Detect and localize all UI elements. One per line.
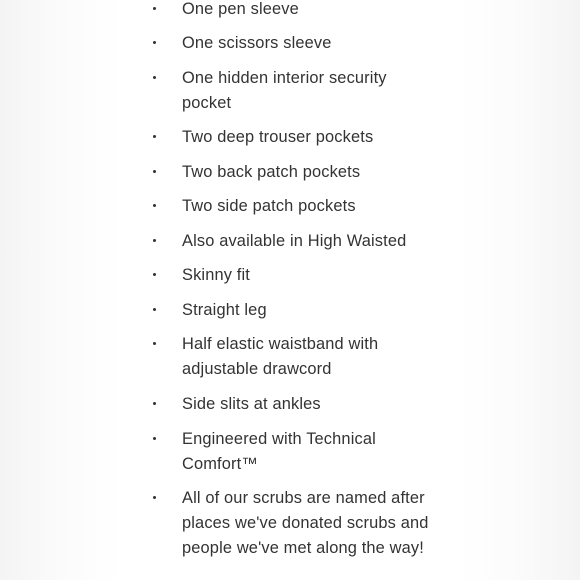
bullet-icon xyxy=(153,402,156,405)
bullet-icon xyxy=(153,496,156,499)
feature-text: One scissors sleeve xyxy=(182,34,332,52)
feature-text: Two side patch pockets xyxy=(182,197,356,215)
feature-text: Two deep trouser pockets xyxy=(182,128,374,146)
bullet-icon xyxy=(153,7,156,10)
feature-text: All of our scrubs are named after places we've donated scrubs and people we've met along the way! xyxy=(182,489,429,558)
bullet-icon xyxy=(153,273,156,276)
bullet-icon xyxy=(153,170,156,173)
feature-text: One pen sleeve xyxy=(182,0,299,18)
bullet-icon xyxy=(153,204,156,207)
bullet-icon xyxy=(153,437,156,440)
feature-text: Two back patch pockets xyxy=(182,163,361,181)
bullet-icon xyxy=(153,135,156,138)
bullet-icon xyxy=(153,41,156,44)
feature-text: Side slits at ankles xyxy=(182,395,321,413)
feature-text: Half elastic waistband with adjustable drawcord xyxy=(182,335,379,379)
bullet-icon xyxy=(153,342,156,345)
feature-text: Engineered with Technical Comfort™ xyxy=(182,430,376,474)
feature-text: One hidden interior security pocket xyxy=(182,69,387,113)
product-details-panel xyxy=(122,0,458,580)
bullet-icon xyxy=(153,76,156,79)
bullet-icon xyxy=(153,239,156,242)
bullet-icon xyxy=(153,308,156,311)
feature-text: Straight leg xyxy=(182,301,267,319)
feature-text: Also available in High Waisted xyxy=(182,232,407,250)
feature-text: Skinny fit xyxy=(182,266,250,284)
